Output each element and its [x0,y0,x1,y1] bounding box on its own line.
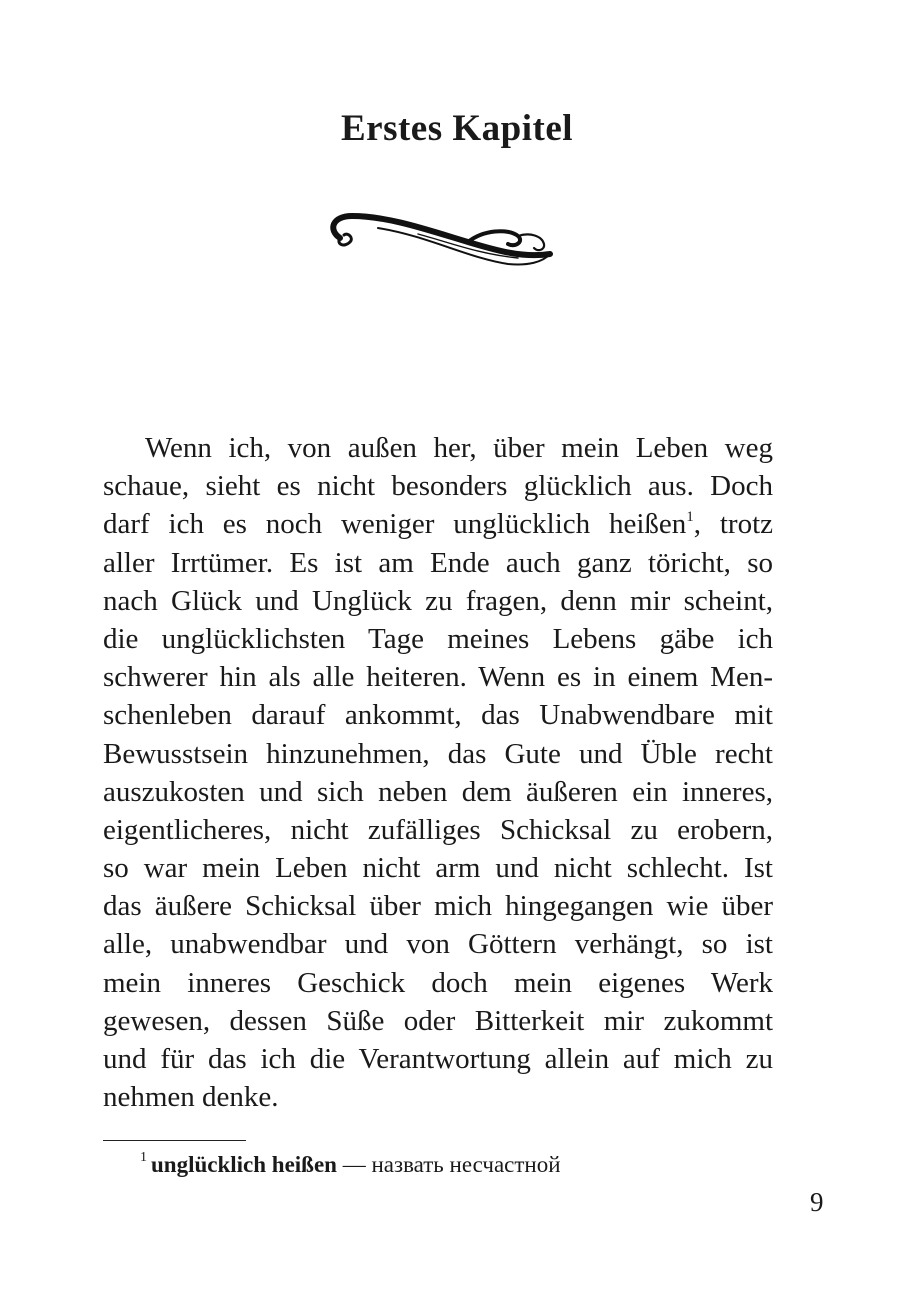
text-segment: darf ich es noch weniger unglücklich heißen [103,508,687,541]
text-line: das äußere Schicksal über mich hingegangen wie über [103,890,773,923]
footnote-divider [103,1140,246,1141]
footnote-translation: — назвать несчастной [336,1152,561,1177]
text-line: nehmen denke. [103,1081,279,1114]
flourish-ornament-icon [318,208,558,272]
footnote-number: 1 [140,1150,147,1165]
text-line: schwerer hin als alle heiteren. Wenn es in einem Men- [103,661,773,694]
chapter-title: Erstes Kapitel [340,108,574,149]
text-line: und für das ich die Verantwortung allein auf mich zu [103,1043,773,1075]
text-line: auszukosten und sich neben dem äußeren ein inneres, [103,775,773,808]
text-line [103,505,773,543]
text-line: nach Glück und Unglück zu fragen, denn mir scheint, [103,584,773,617]
footnote-reference[interactable]: 1 [686,509,694,526]
text-line: eigentlicheres, nicht zufälliges Schicksal zu erobern, [103,813,773,846]
text-line: aller Irrtümer. Es ist am Ende auch ganz töricht, so [103,546,773,579]
text-line: gewesen, dessen Süße oder Bitterkeit mir zukommt [103,1004,773,1037]
page-number: 9 [810,1187,824,1217]
text-line: so war mein Leben nicht arm und nicht schlecht. Ist [103,852,773,885]
text-line: die unglücklichsten Tage meines Lebens gäbe ich [103,622,773,655]
text-line: schaue, sieht es nicht besonders glücklich aus. Doch [103,470,773,503]
text-segment: , trotz [693,508,773,541]
text-line: Bewusstsein hinzunehmen, das Gute und Üble recht [103,737,773,770]
chapter-body-paragraph [103,429,773,1116]
text-line: Wenn ich, von außen her, über mein Leben weg [145,432,773,464]
text-line: alle, unabwendbar und von Göttern verhängt, so ist [103,928,773,961]
text-line: mein inneres Geschick doch mein eigenes Werk [103,966,773,999]
text-line: schenleben darauf ankommt, das Unabwendbare mit [103,699,773,732]
footnote-term: unglücklich heißen [151,1152,337,1177]
footnote [140,1149,561,1181]
